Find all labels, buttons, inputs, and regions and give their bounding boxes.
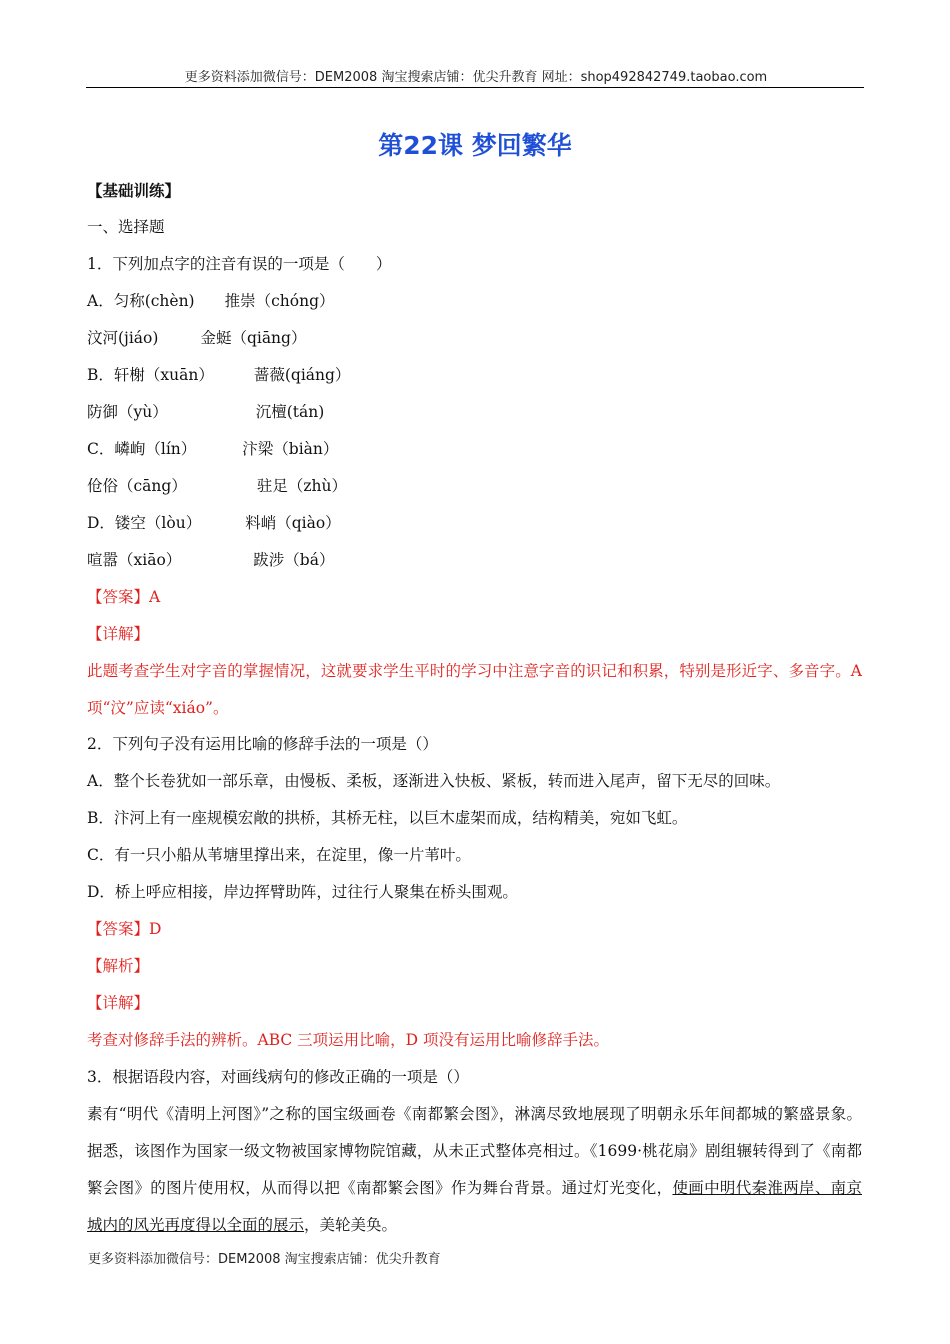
q3-underlined-sentence: 使画中明代秦淮两岸、南京城内的风光再度得以全面的展示: [87, 1179, 862, 1234]
q1-option-d-1: D．镂空（lòu）: [87, 514, 202, 532]
q3-passage-end: ，美轮美奂。: [304, 1216, 398, 1234]
q1-option-d-4: 跋涉（bá）: [253, 551, 335, 569]
q1-option-d-2: 料峭（qiào）: [245, 514, 341, 532]
q3-passage: [87, 1096, 862, 1244]
q2-option-a: A．整个长卷犹如一部乐章，由慢板、柔板，逐渐进入快板、紧板，转而进入尾声，留下无尽的回味。: [87, 772, 781, 790]
q1-option-b-4: 沉檀(tán): [255, 403, 325, 421]
q2-option-c: C．有一只小船从苇塘里撑出来，在淀里，像一片苇叶。: [87, 846, 471, 864]
q1-row-7: [87, 514, 862, 533]
q1-row-1: [87, 292, 862, 311]
header-divider: [86, 87, 864, 88]
q2-stem: 2．下列句子没有运用比喻的修辞手法的一项是（）: [87, 735, 438, 753]
page-footer: 更多资料添加微信号：DEM2008 淘宝搜索店铺：优尖升教育: [88, 1252, 441, 1267]
q1-option-d-3: 喧嚣（xiāo）: [87, 551, 182, 569]
q2-option-b: B．汴河上有一座规模宏敞的拱桥，其桥无柱，以巨木虚架而成，结构精美，宛如飞虹。: [87, 809, 688, 827]
page-title: 第22课 梦回繁华: [378, 131, 572, 160]
q1-option-a-4: 金蜓（qiāng）: [200, 329, 307, 347]
q1-detail-text: 此题考查学生对字音的掌握情况，这就要求学生平时的学习中注意字音的识记和积累，特别是形近字、多音字。A 项“汶”应读“xiáo”。: [87, 662, 862, 717]
page-header: 更多资料添加微信号：DEM2008 淘宝搜索店铺：优尖升教育 网址：shop492842749.taobao.com: [184, 70, 768, 85]
q1-option-a-2: 推崇（chóng）: [224, 292, 335, 310]
q1-option-b-3: 防御（yù）: [87, 403, 168, 421]
q1-option-c-1: C．嶙峋（lín）: [87, 440, 197, 458]
part-heading: 一、选择题: [87, 218, 165, 236]
document-body: [87, 181, 862, 1252]
q1-option-b-2: 蔷薇(qiáng）: [253, 366, 351, 384]
q2-answer: 【答案】D: [87, 920, 162, 938]
q1-row-6: [87, 477, 862, 496]
q1-option-c-4: 驻足（zhù）: [256, 477, 347, 495]
q1-option-a-3: 汶河(jiáo): [87, 329, 159, 347]
q1-row-3: [87, 366, 862, 385]
q1-answer: 【答案】A: [87, 588, 161, 606]
q3-stem: 3．根据语段内容，对画线病句的修改正确的一项是（）: [87, 1068, 469, 1086]
q1-option-c-2: 汴梁（biàn）: [242, 440, 339, 458]
q3-passage-text: 素有“明代《清明上河图》”之称的国宝级画卷《南都繁会图》，淋漓尽致地展现了明朝永乐年间都城的繁盛景象。据悉，该图作为国家一级文物被国家博物院馆藏，从未正式整体亮相过。《1699·桃花扇》剧组辗转得到了《南都繁会图》的图片使用权，从而得以把《南都繁会图》作为舞台背景。通过灯光变化，: [87, 1105, 862, 1197]
q1-row-5: [87, 440, 862, 459]
section-heading: 【基础训练】: [87, 181, 181, 200]
q2-analysis-label: 【解析】: [87, 957, 150, 975]
q1-detail-label: 【详解】: [87, 625, 150, 643]
q2-detail-label: 【详解】: [87, 994, 150, 1012]
q1-option-c-3: 伧俗（cāng）: [87, 477, 187, 495]
q1-stem: 1．下列加点字的注音有误的一项是（ ）: [87, 255, 392, 273]
q1-row-4: [87, 403, 862, 422]
q2-detail-text: 考查对修辞手法的辨析。ABC 三项运用比喻，D 项没有运用比喻修辞手法。: [87, 1031, 610, 1049]
q2-option-d: D．桥上呼应相接，岸边挥臂助阵，过往行人聚集在桥头围观。: [87, 883, 518, 901]
q1-option-b-1: B．轩榭（xuān）: [87, 366, 214, 384]
q1-row-8: [87, 551, 862, 570]
q1-row-2: [87, 329, 862, 348]
q1-option-a-1: A．匀称(chèn): [87, 292, 195, 310]
